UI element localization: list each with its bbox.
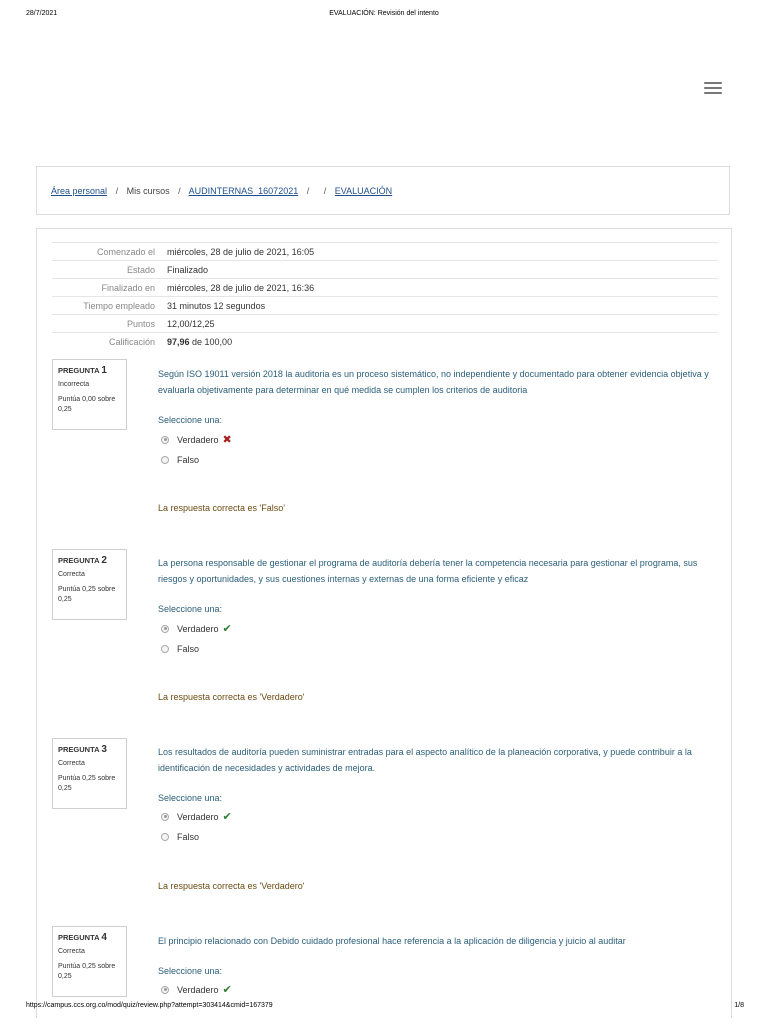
question-state: Correcta — [58, 948, 85, 955]
select-prompt: Seleccione una: — [158, 604, 223, 614]
check-icon: ✔ — [222, 623, 232, 635]
print-header — [0, 10, 768, 22]
summary-row — [52, 279, 718, 297]
question-text-1: Según ISO 19011 versión 2018 la auditoria es un proceso sistemático, no independiente y documentado para obtener evidencia objetiva y evaluarla objetivamente para determinar en qué medida se cumplen los criterios de auditoria — [158, 369, 709, 395]
option-label: Falso — [177, 832, 200, 842]
question-score: Puntúa 0,25 sobre 0,25 — [58, 586, 116, 603]
print-title: EVALUACIÓN: Revisión del intento — [329, 10, 439, 17]
radio-checked[interactable] — [161, 986, 169, 994]
question-text-2: La persona responsable de gestionar el programa de auditoría debería tener la competencia necesaria para gestionar el programa, sus riesgos y oportunidades, y sus cuestiones internas y externas de una forma eficiente y eficaz — [158, 558, 698, 584]
question-state: Correcta — [58, 760, 85, 767]
hamburger-menu-icon[interactable] — [704, 82, 722, 96]
question-number: 4 — [101, 932, 107, 943]
radio-checked[interactable] — [161, 813, 169, 821]
check-icon: ✔ — [222, 811, 232, 823]
radio-unchecked[interactable] — [161, 456, 169, 464]
summary-label: Tiempo empleado — [83, 300, 155, 311]
option-label: Verdadero — [177, 623, 219, 634]
question-text-4: El principio relacionado con Debido cuidado profesional hace referencia a la aplicación de diligencia y juicio al auditar — [158, 936, 626, 946]
option-falso-2[interactable] — [161, 644, 199, 654]
radio-checked[interactable] — [161, 436, 169, 444]
option-verdadero-3[interactable] — [161, 810, 232, 823]
option-falso-3[interactable] — [161, 832, 199, 842]
option-verdadero-1[interactable] — [161, 433, 232, 446]
breadcrumb-area-personal[interactable]: Área personal — [51, 186, 108, 196]
option-label: Falso — [177, 644, 200, 654]
question-label: PREGUNTA — [58, 556, 100, 565]
question-score: Puntúa 0,25 sobre 0,25 — [58, 775, 116, 792]
summary-value — [161, 333, 718, 351]
summary-row — [52, 261, 718, 279]
option-label: Falso — [177, 455, 200, 465]
print-date: 28/7/2021 — [26, 10, 58, 17]
breadcrumb-course[interactable]: AUDINTERNAS_16072021 — [188, 186, 299, 196]
question-number: 2 — [101, 555, 107, 566]
radio-checked[interactable] — [161, 625, 169, 633]
summary-label: Finalizado en — [101, 282, 155, 293]
question-state: Correcta — [58, 571, 85, 578]
question-number: 1 — [101, 365, 107, 376]
select-prompt: Seleccione una: — [158, 415, 223, 425]
select-prompt: Seleccione una: — [158, 793, 223, 803]
summary-row — [52, 297, 718, 315]
question-info-1 — [52, 359, 127, 430]
attempt-summary-table — [52, 242, 718, 350]
summary-value: miércoles, 28 de julio de 2021, 16:05 — [167, 246, 315, 257]
question-score: Puntúa 0,25 sobre 0,25 — [58, 963, 116, 980]
summary-value: 12,00/12,25 — [167, 318, 215, 329]
grade-value: 97,96 — [167, 336, 190, 347]
correct-answer-feedback: La respuesta correcta es 'Falso' — [158, 503, 285, 513]
incorrect-icon: ✖ — [222, 434, 232, 446]
summary-label: Estado — [126, 264, 155, 275]
breadcrumb-mis-cursos: Mis cursos — [126, 186, 170, 196]
question-info-2 — [52, 549, 127, 620]
grade-max: de 100,00 — [189, 336, 233, 347]
question-label: PREGUNTA — [58, 745, 100, 754]
option-falso-1[interactable] — [161, 455, 199, 465]
correct-answer-feedback: La respuesta correcta es 'Verdadero' — [158, 881, 305, 891]
question-score: Puntúa 0,00 sobre 0,25 — [58, 396, 116, 413]
radio-unchecked[interactable] — [161, 833, 169, 841]
summary-row — [52, 243, 718, 261]
question-info-3 — [52, 738, 127, 809]
question-state: Incorrecta — [58, 381, 90, 388]
option-label: Verdadero — [177, 811, 219, 822]
option-label: Verdadero — [177, 984, 219, 995]
select-prompt: Seleccione una: — [158, 966, 223, 976]
question-info-4 — [52, 926, 127, 997]
question-number: 3 — [101, 744, 107, 755]
summary-value: 31 minutos 12 segundos — [167, 300, 266, 311]
summary-label: Calificación — [108, 336, 155, 347]
breadcrumb-evaluacion[interactable]: EVALUACIÓN — [334, 186, 393, 196]
option-verdadero-4[interactable] — [161, 983, 232, 996]
summary-value: Finalizado — [167, 264, 209, 275]
question-label: PREGUNTA — [58, 933, 100, 942]
question-text-3: Los resultados de auditoría pueden suministrar entradas para el aspecto analítico de la planeación corporativa, y puede contribuir a la identificación de necesidades y actividades de mejora. — [158, 747, 692, 773]
summary-value: miércoles, 28 de julio de 2021, 16:36 — [167, 282, 315, 293]
summary-label: Puntos — [126, 318, 155, 329]
option-verdadero-2[interactable] — [161, 622, 232, 635]
quiz-review-content — [36, 228, 732, 1018]
summary-label: Comenzado el — [96, 246, 155, 257]
radio-unchecked[interactable] — [161, 645, 169, 653]
correct-answer-feedback: La respuesta correcta es 'Verdadero' — [158, 692, 305, 702]
summary-row — [52, 333, 718, 351]
question-label: PREGUNTA — [58, 366, 100, 375]
option-label: Verdadero — [177, 434, 219, 445]
print-url: https://campus.ccs.org.co/mod/quiz/review.php?attempt=303414&cmid=167379 — [26, 1002, 273, 1009]
summary-row — [52, 315, 718, 333]
breadcrumb: Área personal / Mis cursos / AUDINTERNAS_16072021 / / EVALUACIÓN — [36, 166, 730, 215]
check-icon: ✔ — [222, 984, 232, 996]
print-page-number: 1/8 — [734, 1002, 744, 1009]
